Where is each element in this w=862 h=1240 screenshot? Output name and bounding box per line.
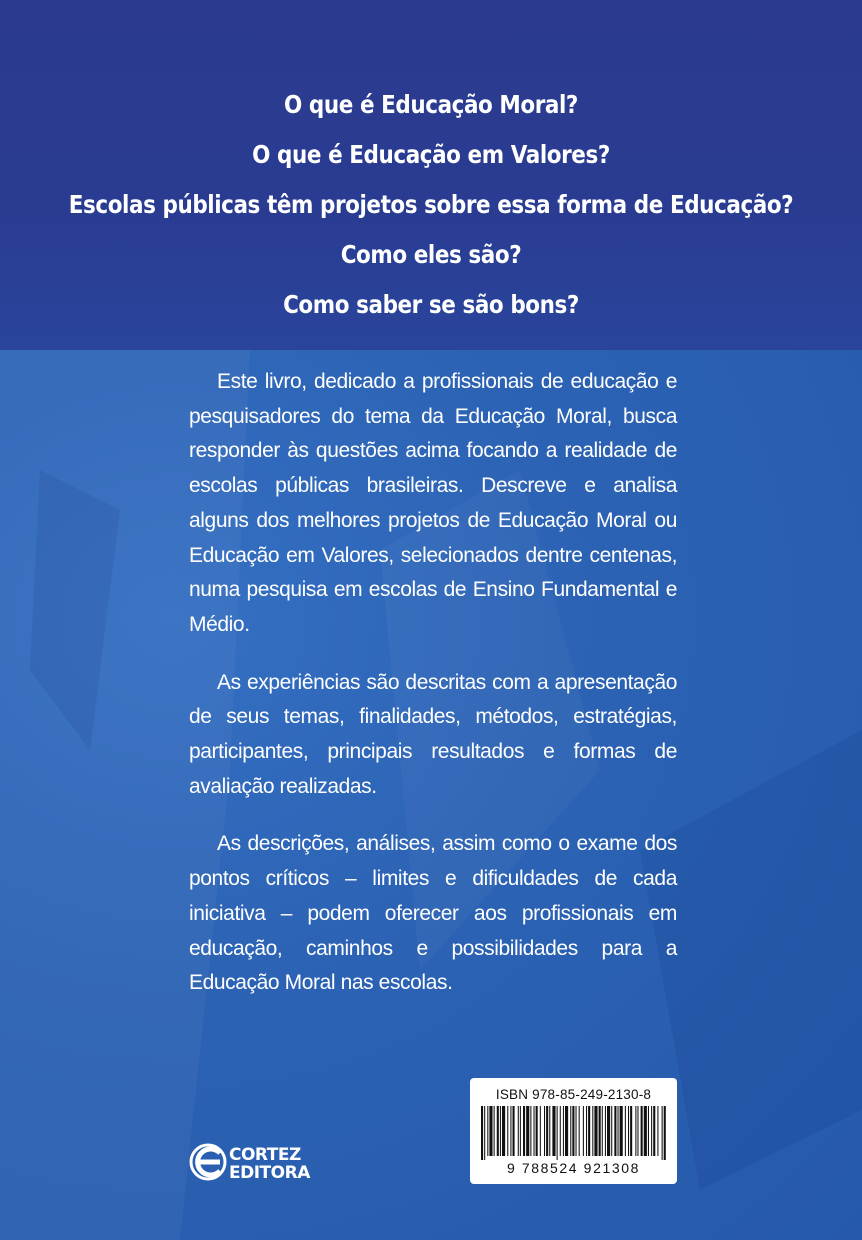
question-line: Como eles são? (340, 240, 522, 269)
barcode-bars (481, 1106, 666, 1160)
question-line: Escolas públicas têm projetos sobre essa forma de Educação? (68, 190, 794, 219)
cortez-logo-icon (189, 1142, 227, 1182)
barcode-box (470, 1078, 677, 1184)
publisher-logo (189, 1140, 329, 1190)
synopsis-paragraph: As descrições, análises, assim como o exame dos pontos críticos – limites e dificuldades de cada iniciativa – podem oferecer aos profissionais em educação, caminhos e possibilidades para a Educação Moral nas escolas. (189, 832, 677, 995)
synopsis-paragraph: As experiências são descritas com a apresentação de seus temas, finalidades, métodos, estratégias, participantes, principais resultados e formas de avaliação realizadas. (189, 670, 677, 798)
question-line: Como saber se são bons? (283, 290, 579, 319)
publisher-name-line2: EDITORA (229, 1163, 310, 1183)
questions-block (0, 80, 862, 330)
question-line: O que é Educação em Valores? (252, 140, 610, 169)
publisher-name-line1: CORTEZ (229, 1145, 301, 1165)
isbn-label: ISBN 978-85-249-2130-8 (495, 1087, 652, 1102)
question-line: O que é Educação Moral? (284, 90, 578, 119)
synopsis (189, 365, 677, 1024)
barcode-number: 9 788524 921308 (507, 1160, 640, 1176)
synopsis-paragraph: Este livro, dedicado a profissionais de educação e pesquisadores do tema da Educação Moral, busca responder às questões acima focando a realidade de escolas públicas brasileiras. Descreve e analisa alguns dos melhores projetos de Educação Moral ou Educação em Valores, selecionados dentre centenas, numa pesquisa em escolas de Ensino Fundamental e Médio. (189, 370, 677, 636)
